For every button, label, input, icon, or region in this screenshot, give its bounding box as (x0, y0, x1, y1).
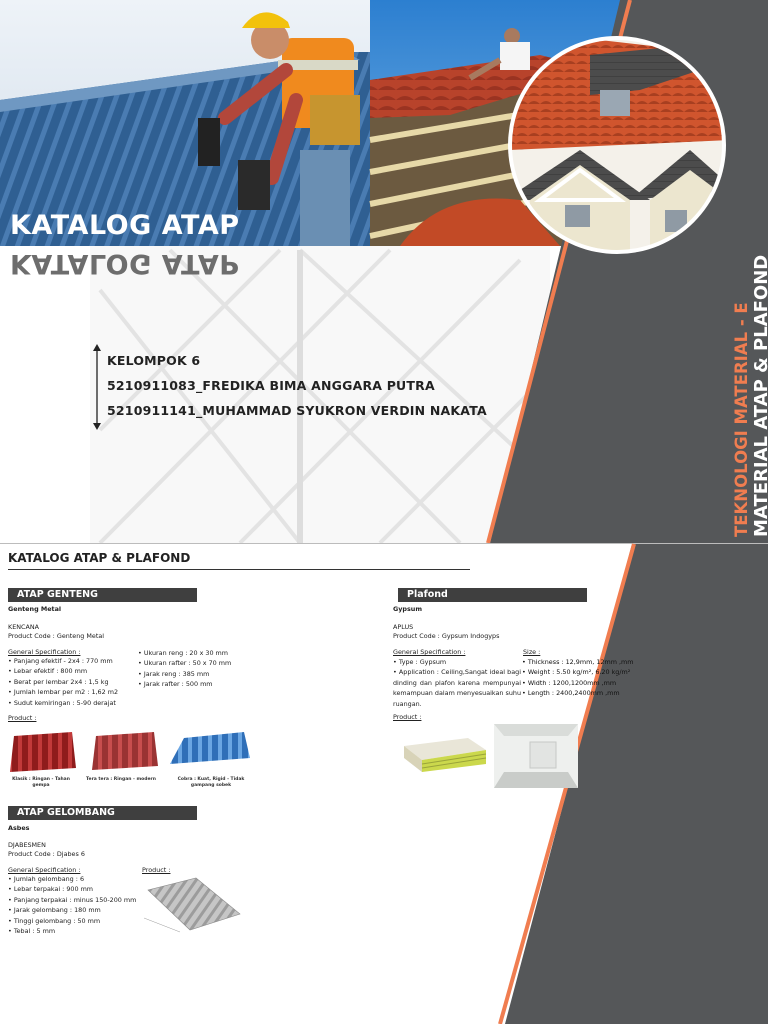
plafond-size-list (522, 657, 633, 699)
asbestos-corrugated-sheet-image (140, 874, 244, 936)
gypsum-board-stack-image (404, 738, 486, 772)
plafond-spec-title: General Specification : (393, 648, 466, 656)
spec-item: • Jumlah gelombang : 6 (8, 874, 136, 884)
spec-item: • Berat per lembar 2x4 : 1,5 kg (8, 677, 118, 687)
catalog-page (0, 544, 768, 1024)
spec-item: • Panjang terpakai : minus 150-200 mm (8, 895, 136, 905)
title-rule (8, 569, 470, 570)
genteng-product-label: Product : (8, 714, 37, 722)
spec-item: • Jumlah lembar per m2 : 1,62 m2 (8, 687, 118, 697)
gelombang-subtitle: Asbes (8, 824, 30, 832)
spec-item: • Ukuran reng : 20 x 30 mm (138, 648, 231, 658)
catalog-side-graphics (0, 544, 768, 1024)
size-item: • Thickness : 12,9mm, 12mm ,mm (522, 657, 633, 667)
klasik-tile-image (10, 732, 76, 772)
tera-tile-image (92, 732, 158, 770)
caption-tera: Tera tera : Ringan - modern (86, 777, 156, 782)
section-header-plafond: Plafond (398, 588, 587, 602)
member-1: 5210911083_FREDIKA BIMA ANGGARA PUTRA (107, 378, 435, 393)
gelombang-product-label: Product : (142, 866, 171, 874)
cobra-tile-image (170, 732, 250, 764)
plafond-product-images (398, 724, 580, 790)
side-vertical-title (734, 255, 771, 537)
building-lattice-background (90, 246, 550, 543)
spec-item: • Jarak rafter : 500 mm (138, 679, 231, 689)
plafond-subtitle: Gypsum (393, 605, 422, 613)
topic-name: MATERIAL ATAP & PLAFOND (750, 254, 772, 537)
size-item: • Width : 1200,1200mm ,mm (522, 678, 633, 688)
size-item: • Weight : 5.50 kg/m², 6.20 kg/m² (522, 667, 633, 677)
course-name: TEKNOLOGI MATERIAL - E (732, 302, 751, 537)
spec-item: • Application : Ceiling,Sangat ideal bagi dinding dan plafon karena mempunyai kemampuan dalam menyesuaikan suhu ruangan. (393, 667, 521, 709)
cover-title-reflection: KATALOG ATAP (10, 248, 240, 279)
gelombang-spec-title: General Specification : (8, 866, 81, 874)
genteng-product-code: Product Code : Genteng Metal (8, 632, 105, 640)
spec-item: • Lebar terpakai : 900 mm (8, 884, 136, 894)
spec-item: • Jarak reng : 385 mm (138, 669, 231, 679)
spec-item: • Jarak gelombang : 180 mm (8, 905, 136, 915)
genteng-spec-list-right (138, 648, 231, 690)
size-item: • Length : 2400,2400mm ,mm (522, 688, 633, 698)
spec-item: • Tebal : 5 mm (8, 926, 136, 936)
genteng-spec-list-left (8, 656, 118, 708)
gelombang-spec-list (8, 874, 136, 936)
group-name: KELOMPOK 6 (107, 353, 201, 368)
gelombang-brand: DJABESMEN (8, 841, 46, 849)
section-header-atap-gelombang: ATAP GELOMBANG (8, 806, 197, 820)
plafond-spec-list (393, 657, 521, 709)
spec-item: • Panjang efektif - 2x4 : 770 mm (8, 656, 118, 666)
spec-item: • Sudut kemiringan : 5-90 derajat (8, 698, 118, 708)
plafond-product-label: Product : (393, 713, 422, 721)
plafond-size-title: Size : (523, 648, 541, 656)
genteng-spec-title: General Specification : (8, 648, 81, 656)
cover-title: KATALOG ATAP (10, 210, 240, 241)
genteng-brand: KENCANA (8, 623, 39, 631)
spec-item: • Ukuran rafter : 50 x 70 mm (138, 658, 231, 668)
caption-klasik: Klasik : Ringan - Tahan gempa (12, 777, 70, 788)
genteng-subtitle: Genteng Metal (8, 605, 62, 613)
caption-cobra: Cobra : Kuat, Rigid - Tidak gampang sobek (177, 777, 245, 788)
genteng-product-images (8, 730, 258, 776)
member-2: 5210911141_MUHAMMAD SYUKRON VERDIN NAKATA (107, 403, 487, 418)
section-header-atap-genteng: ATAP GENTENG (8, 588, 197, 602)
catalog-title: KATALOG ATAP & PLAFOND (8, 551, 191, 565)
spec-item: • Lebar efektif : 800 mm (8, 666, 118, 676)
plafond-brand: APLUS (393, 623, 414, 631)
plafond-product-code: Product Code : Gypsum Indogyps (393, 632, 500, 640)
spec-item: • Tinggi gelombang : 50 mm (8, 916, 136, 926)
gypsum-room-image (494, 724, 578, 788)
gelombang-product-code: Product Code : Djabes 6 (8, 850, 85, 858)
spec-item: • Type : Gypsum (393, 657, 521, 667)
